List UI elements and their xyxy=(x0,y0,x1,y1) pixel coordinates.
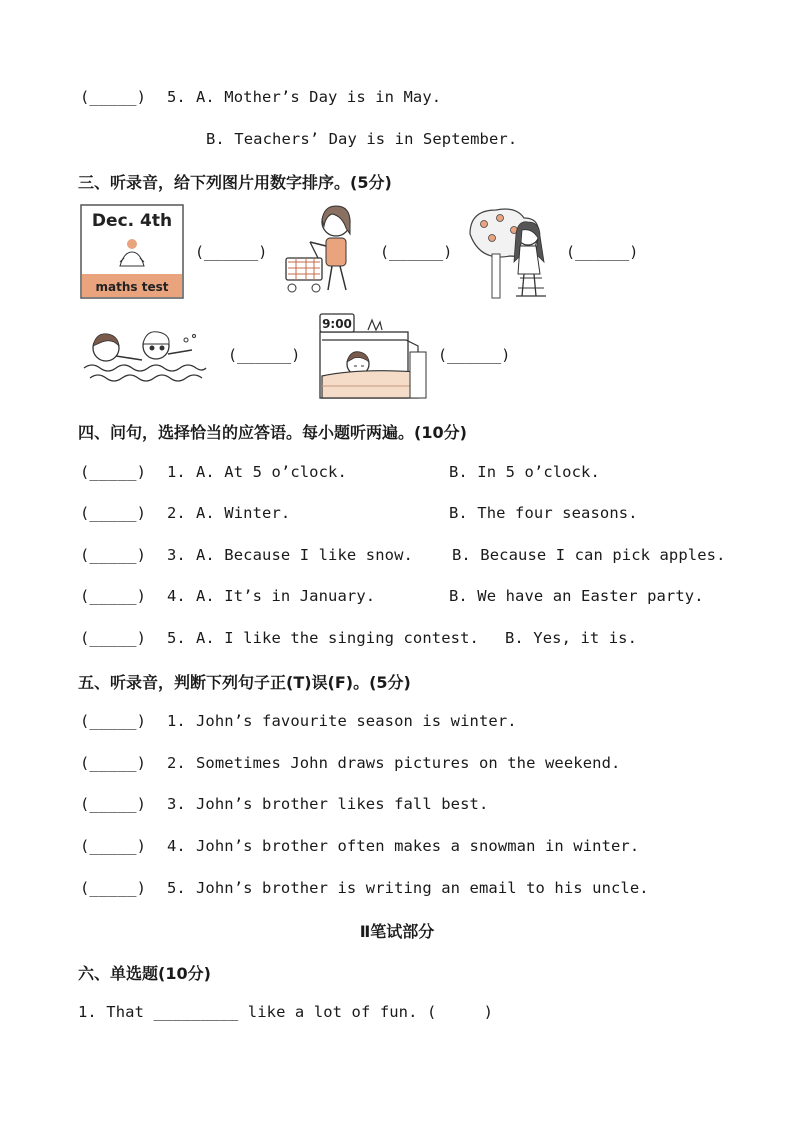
statement-text: John’s favourite season is winter. xyxy=(196,712,517,730)
option-b: B. Yes, it is. xyxy=(505,629,638,647)
option-a: A. Mother’s Day is in May. xyxy=(196,88,442,106)
answer-blank[interactable]: (_____) xyxy=(80,88,147,106)
answer-blank[interactable]: (_____) xyxy=(80,712,147,730)
card-date: Dec. 4th xyxy=(91,211,173,231)
picture-5-blank[interactable]: (______) xyxy=(438,346,511,364)
section-5-title: 五、听录音，判断下列句子正(T)误(F)。(5分) xyxy=(78,673,411,692)
question-number: 3. xyxy=(167,795,186,813)
answer-blank[interactable]: (_____) xyxy=(80,463,147,481)
mcq-question-1[interactable]: 1. That _________ like a lot of fun. ( ) xyxy=(78,1003,493,1021)
card-label: maths test xyxy=(95,280,169,294)
picture-1-blank[interactable]: (______) xyxy=(195,243,268,261)
picture-2-blank[interactable]: (______) xyxy=(380,243,453,261)
option-a: A. At 5 o’clock. xyxy=(196,463,347,481)
question-number: 1. xyxy=(167,463,186,481)
question-number: 2. xyxy=(167,504,186,522)
maths-test-card-image xyxy=(80,204,184,299)
answer-blank[interactable]: (_____) xyxy=(80,837,147,855)
answer-blank[interactable]: (_____) xyxy=(80,754,147,772)
question-number: 3. xyxy=(167,546,186,564)
written-part-title: Ⅱ笔试部分 xyxy=(359,922,435,941)
answer-blank[interactable]: (_____) xyxy=(80,546,147,564)
option-a: A. I like the singing contest. xyxy=(196,629,479,647)
statement-text: John’s brother often makes a snowman in winter. xyxy=(196,837,640,855)
clock-time: 9:00 xyxy=(322,317,352,331)
statement-text: John’s brother is writing an email to his uncle. xyxy=(196,879,649,897)
option-a: A. It’s in January. xyxy=(196,587,376,605)
question-number: 5. xyxy=(167,879,186,897)
answer-blank[interactable]: (_____) xyxy=(80,795,147,813)
statement-text: John’s brother likes fall best. xyxy=(196,795,489,813)
option-b: B. Because I can pick apples. xyxy=(452,546,726,564)
section-4-title: 四、问句，选择恰当的应答语。每小题听两遍。(10分) xyxy=(78,423,467,442)
section-6-title: 六、单选题(10分) xyxy=(78,964,211,983)
option-b: B. The four seasons. xyxy=(449,504,638,522)
section-3-title: 三、听录音，给下列图片用数字排序。(5分) xyxy=(78,173,392,192)
answer-blank[interactable]: (_____) xyxy=(80,879,147,897)
picture-4-blank[interactable]: (______) xyxy=(228,346,301,364)
question-number: 5. xyxy=(167,629,186,647)
option-b: B. Teachers’ Day is in September. xyxy=(206,130,518,148)
question-number: 5. xyxy=(167,88,186,106)
question-number: 1. xyxy=(167,712,186,730)
sleeping-kid-image xyxy=(318,312,428,400)
option-a: A. Because I like snow. xyxy=(196,546,413,564)
shopping-girl-image xyxy=(280,200,370,298)
picture-3-blank[interactable]: (______) xyxy=(566,243,639,261)
option-b: B. In 5 o’clock. xyxy=(449,463,600,481)
answer-blank[interactable]: (_____) xyxy=(80,504,147,522)
answer-blank[interactable]: (_____) xyxy=(80,629,147,647)
statement-text: Sometimes John draws pictures on the weekend. xyxy=(196,754,621,772)
option-b: B. We have an Easter party. xyxy=(449,587,704,605)
question-number: 2. xyxy=(167,754,186,772)
question-number: 4. xyxy=(167,837,186,855)
question-number: 4. xyxy=(167,587,186,605)
swimming-kids-image xyxy=(82,326,208,388)
option-a: A. Winter. xyxy=(196,504,291,522)
apple-picking-image xyxy=(466,204,556,299)
answer-blank[interactable]: (_____) xyxy=(80,587,147,605)
